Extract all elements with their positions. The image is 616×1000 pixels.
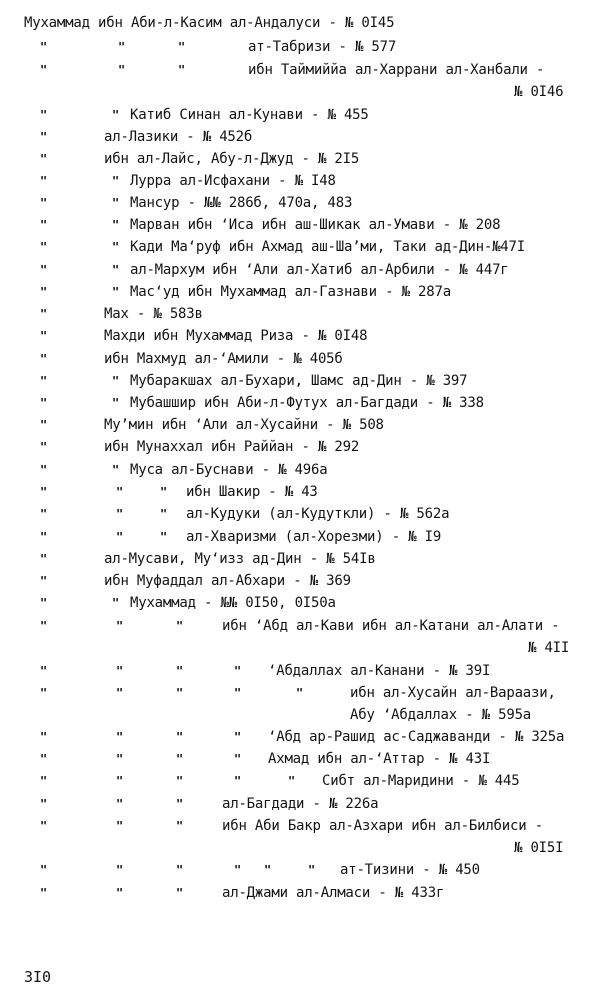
ditto-mark: ": [40, 574, 48, 588]
ditto-mark: ": [116, 485, 124, 499]
ditto-mark: ": [112, 463, 120, 477]
ditto-mark: ": [40, 752, 48, 766]
ditto-mark: ": [40, 485, 48, 499]
ditto-mark: ": [40, 440, 48, 454]
ditto-mark: ": [40, 196, 48, 210]
ditto-mark: ": [234, 752, 242, 766]
index-entry-text: ибн Махмуд ал-ʻАмили - № 405б: [104, 351, 343, 367]
index-entry-text: Абу ʻАбдаллах - № 595а: [350, 707, 532, 723]
ditto-mark: ": [116, 619, 124, 633]
index-entry-text: ал-Лазики - № 452б: [104, 129, 253, 145]
index-entry-text: ибн ал-Лайс, Абу-л-Джуд - № 2I5: [104, 151, 360, 167]
ditto-mark: ": [116, 797, 124, 811]
ditto-mark: ": [234, 686, 242, 700]
ditto-mark: ": [160, 485, 168, 499]
ditto-mark: ": [40, 619, 48, 633]
ditto-mark: ": [40, 686, 48, 700]
index-entry-text: Лурра ал-Исфахани - № I48: [130, 173, 336, 189]
ditto-mark: ": [116, 886, 124, 900]
ditto-mark: ": [116, 774, 124, 788]
ditto-mark: ": [40, 40, 48, 54]
ditto-mark: ": [40, 819, 48, 833]
ditto-mark: ": [116, 752, 124, 766]
ditto-mark: ": [40, 552, 48, 566]
index-entry-text: Мансур - №№ 286б, 470а, 483: [130, 195, 353, 211]
index-entry-text: ал-Кудуки (ал-Кудуткли) - № 562а: [186, 506, 450, 522]
ditto-mark: ": [176, 664, 184, 678]
ditto-mark: ": [118, 63, 126, 77]
ditto-mark: ": [118, 40, 126, 54]
index-entry-text: ал-Мусави, Муʻизз ад-Дин - № 54Iв: [104, 551, 376, 567]
index-entry-text: Мубашшир ибн Аби-л-Футух ал-Багдади - № 338: [130, 395, 484, 411]
ditto-mark: ": [234, 730, 242, 744]
ditto-mark: ": [116, 730, 124, 744]
ditto-mark: ": [176, 819, 184, 833]
ditto-mark: ": [176, 619, 184, 633]
index-entry-text: Масʻуд ибн Мухаммад ал-Газнави - № 287а: [130, 284, 451, 300]
ditto-mark: ": [116, 819, 124, 833]
ditto-mark: ": [40, 596, 48, 610]
index-entry-text: Мухаммад - №№ 0I50, 0I50а: [130, 595, 336, 611]
ditto-mark: ": [116, 686, 124, 700]
page-number: 3I0: [24, 968, 52, 986]
index-entry-text: ал-Багдади - № 226а: [222, 796, 379, 812]
ditto-mark: ": [40, 285, 48, 299]
ditto-mark: ": [112, 240, 120, 254]
ditto-mark: ": [176, 730, 184, 744]
ditto-mark: ": [116, 530, 124, 544]
index-entry-text: Махди ибн Мухаммад Риза - № 0I48: [104, 328, 368, 344]
index-entry-text: № 0I46: [514, 84, 564, 100]
ditto-mark: ": [178, 40, 186, 54]
ditto-mark: ": [40, 507, 48, 521]
ditto-mark: ": [40, 130, 48, 144]
index-entry-text: Муʼмин ибн ʻАли ал-Хусайни - № 508: [104, 417, 384, 433]
ditto-mark: ": [40, 174, 48, 188]
index-entry-text: ибн Аби Бакр ал-Азхари ибн ал-Билбиси -: [222, 818, 543, 834]
ditto-mark: ": [40, 396, 48, 410]
ditto-mark: ": [40, 152, 48, 166]
index-entry-text: ал-Хваризми (ал-Хорезми) - № I9: [186, 529, 442, 545]
ditto-mark: ": [176, 686, 184, 700]
ditto-mark: ": [40, 374, 48, 388]
ditto-mark: ": [40, 263, 48, 277]
ditto-mark: ": [112, 396, 120, 410]
index-entry-text: ибн ал-Хусайн ал-Вараази,: [350, 685, 556, 701]
ditto-mark: ": [264, 863, 272, 877]
ditto-mark: ": [296, 686, 304, 700]
index-entry-text: Мубаракшах ал-Бухари, Шамс ад-Дин - № 397: [130, 373, 468, 389]
ditto-mark: ": [112, 108, 120, 122]
index-entry-text: ибн Муфаддал ал-Абхари - № 369: [104, 573, 351, 589]
index-entry-text: Муса ал-Буснави - № 496а: [130, 462, 328, 478]
ditto-mark: ": [40, 664, 48, 678]
ditto-mark: ": [40, 329, 48, 343]
index-entry-text: ибн Шакир - № 43: [186, 484, 318, 500]
ditto-mark: ": [40, 108, 48, 122]
ditto-mark: ": [112, 174, 120, 188]
ditto-mark: ": [160, 507, 168, 521]
ditto-mark: ": [160, 530, 168, 544]
index-entry-text: ибн Мунаххал ибн Раййан - № 292: [104, 439, 360, 455]
ditto-mark: ": [176, 752, 184, 766]
index-entry-text: № 0I5I: [514, 840, 564, 856]
ditto-mark: ": [176, 774, 184, 788]
index-entry-text: ибн ʻАбд ал-Кави ибн ал-Катани ал-Алати -: [222, 618, 560, 634]
ditto-mark: ": [176, 863, 184, 877]
ditto-mark: ": [178, 63, 186, 77]
index-entry-text: Ахмад ибн ал-ʻАттар - № 43I: [268, 751, 491, 767]
ditto-mark: ": [40, 863, 48, 877]
ditto-mark: ": [40, 797, 48, 811]
ditto-mark: ": [112, 374, 120, 388]
index-entry-text: ал-Джами ал-Алмаси - № 433г: [222, 885, 445, 901]
ditto-mark: ": [308, 863, 316, 877]
index-entry-text: Катиб Синан ал-Кунави - № 455: [130, 107, 369, 123]
ditto-mark: ": [112, 263, 120, 277]
ditto-mark: ": [40, 352, 48, 366]
index-entry-text: Мах - № 583в: [104, 306, 203, 322]
ditto-mark: ": [40, 63, 48, 77]
index-entry-text: ʻАбд ар-Рашид ас-Саджаванди - № 325а: [268, 729, 565, 745]
ditto-mark: ": [40, 530, 48, 544]
ditto-mark: ": [116, 863, 124, 877]
ditto-mark: ": [40, 218, 48, 232]
ditto-mark: ": [40, 886, 48, 900]
ditto-mark: ": [40, 774, 48, 788]
ditto-mark: ": [112, 218, 120, 232]
ditto-mark: ": [112, 196, 120, 210]
index-entry-text: ат-Тизини - № 450: [340, 862, 480, 878]
index-entry-text: ибн Таймиййа ал-Харрани ал-Ханбали -: [248, 62, 545, 78]
ditto-mark: ": [288, 774, 296, 788]
ditto-mark: ": [116, 664, 124, 678]
ditto-mark: ": [40, 463, 48, 477]
ditto-mark: ": [40, 240, 48, 254]
index-entry-text: Сибт ал-Маридини - № 445: [322, 773, 520, 789]
ditto-mark: ": [40, 418, 48, 432]
ditto-mark: ": [234, 863, 242, 877]
index-entry-text: Кади Маʻруф ибн Ахмад аш-Шаʼми, Таки ад-Дин-№47I: [130, 239, 525, 255]
ditto-mark: ": [40, 730, 48, 744]
index-entry-text: ат-Табризи - № 577: [248, 39, 397, 55]
index-entry-text: Мухаммад ибн Аби-л-Касим ал-Андалуси - № 0I45: [24, 15, 395, 31]
ditto-mark: ": [176, 797, 184, 811]
ditto-mark: ": [176, 886, 184, 900]
ditto-mark: ": [40, 307, 48, 321]
index-entry-text: ʻАбдаллах ал-Канани - № 39I: [268, 663, 491, 679]
ditto-mark: ": [112, 285, 120, 299]
ditto-mark: ": [234, 774, 242, 788]
index-entry-text: № 4II: [528, 640, 570, 656]
ditto-mark: ": [116, 507, 124, 521]
ditto-mark: ": [112, 596, 120, 610]
index-entry-text: Марван ибн ʻИса ибн аш-Шикак ал-Умави - № 208: [130, 217, 501, 233]
index-entry-text: ал-Мархум ибн ʻАли ал-Хатиб ал-Арбили - № 447г: [130, 262, 509, 278]
ditto-mark: ": [234, 664, 242, 678]
